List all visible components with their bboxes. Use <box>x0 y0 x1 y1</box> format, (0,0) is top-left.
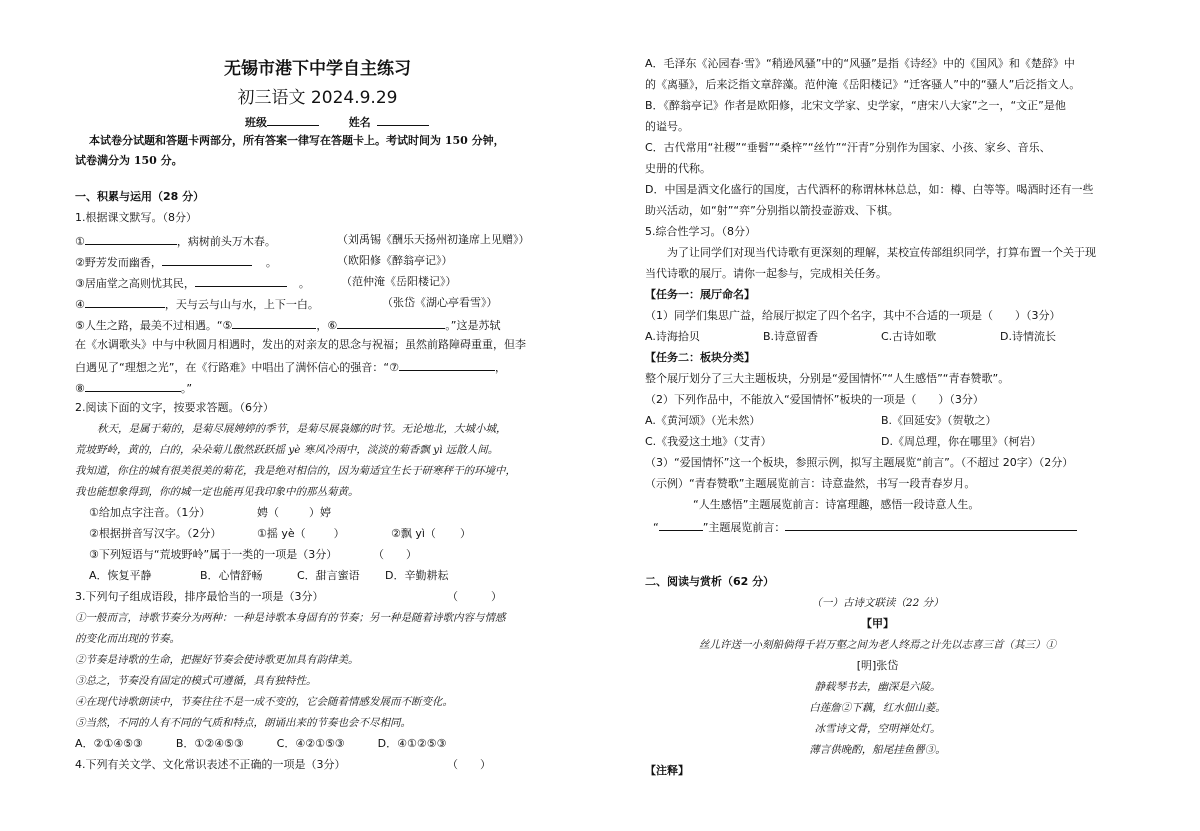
task3-theme-blank[interactable] <box>659 519 703 531</box>
q1-blank-8 <box>85 380 181 392</box>
task2-intro: 整个展厅划分了三大主题板块，分别是“爱国情怀”“人生感悟”“青春赞歌”。 <box>645 372 1010 385</box>
q2-passage-1: 秋天，是属于菊的，是菊尽展娉婷的季节，是菊尽展袅娜的时节。无论地北，大城小城， <box>97 423 507 435</box>
q1-line-3 <box>75 275 310 291</box>
task1-option-b: B.诗意留香 <box>763 330 819 343</box>
q1-l8-a: ⑧ <box>75 382 85 395</box>
q4-stem: 4.下列有关文学、文化常识表述不正确的一项是（3分） <box>75 758 346 771</box>
q3-stem: 3.下列句子组成语段，排序最恰当的一项是（3分） <box>75 590 324 603</box>
q1-stem: 1.根据课文默写。（8分） <box>75 211 197 224</box>
part2-heading: 二、阅读与赏析（62 分） <box>645 575 775 588</box>
q2-sub-2-a <box>257 527 345 541</box>
task3-fill-label: ”主题展览前言： <box>702 521 786 534</box>
q1-l8-b: 。” <box>180 382 193 395</box>
right-column <box>645 0 1110 831</box>
q4-option-a-2: 的《离骚》，后来泛指文章辞藻。范仲淹《岳阳楼记》“迁客骚人”中的“骚人”后泛指文人。 <box>645 78 1081 91</box>
q1-l1-num: ① <box>75 235 85 248</box>
task3-example-1: （示例）“青春赞歌”主题展览前言：诗意盎然，书写一段青春岁月。 <box>645 477 976 490</box>
q3-sentence-3: ③总之，节奏没有固定的模式可遵循，具有独特性。 <box>75 675 317 687</box>
q1-l4-num: ④ <box>75 298 85 311</box>
q3-sentence-4: ④在现代诗歌朗读中，节奏往往不是一成不变的，它会随着情感发展而不断变化。 <box>75 696 453 708</box>
poem-line-1: 静载琴书去，幽深是六陵。 <box>814 681 941 693</box>
name-label: 姓名 <box>348 116 371 129</box>
q2-sub-1-close: ）婷 <box>309 506 331 519</box>
task2-option-d: D.《周总理，你在哪里》（柯岩） <box>881 435 1042 448</box>
q1-line-2 <box>75 254 277 270</box>
q1-l4-text: ，天与云与山与水，上下一白。 <box>164 298 319 311</box>
task2-option-b: B.《回延安》（贺敬之） <box>881 414 997 427</box>
task1-question: （1）同学们集思广益，给展厅拟定了四个名字，其中不合适的一项是（ ）（3分） <box>645 309 1061 322</box>
q2-stem: 2.阅读下面的文字，按要求答题。（6分） <box>75 401 274 414</box>
task2-option-c: C.《我爱这土地》（艾青） <box>645 435 772 448</box>
q1-blank-2 <box>162 254 252 266</box>
q1-line-7 <box>75 359 506 375</box>
q1-l5-a: ⑤人生之路，最美不过相遇。“⑤ <box>75 319 233 332</box>
q1-l3-source: （范仲淹《岳阳楼记》） <box>341 275 457 288</box>
q1-line-6: 在《水调歌头》中与中秋圆月相遇时，发出的对亲友的思念与祝福；虽然前路障碍重重，但李 <box>75 338 526 351</box>
task3-answer-line <box>653 519 1077 535</box>
q2-option-b: B．心情舒畅 <box>200 569 263 582</box>
q1-line-4 <box>75 296 319 312</box>
class-blank <box>267 114 319 126</box>
q1-blank-3 <box>195 275 287 287</box>
q1-line-8 <box>75 380 192 396</box>
task3-preface-blank[interactable] <box>785 519 1077 531</box>
left-column <box>75 0 560 831</box>
q1-l1-text: ，病树前头万木春。 <box>176 235 276 248</box>
q3-sentence-2: ②节奏是诗歌的生命，把握好节奏会使诗歌更加具有韵律美。 <box>75 654 359 666</box>
school-title: 无锡市港下中学自主练习 <box>224 59 411 79</box>
q2-passage-4: 我也能想象得到，你的城一定也能再见我印象中的那丛菊黄。 <box>75 486 359 498</box>
q1-l5-c: 。”这是苏轼 <box>445 319 501 332</box>
task1-option-d: D.诗情流长 <box>1000 330 1056 343</box>
q1-l2-text: ②野芳发而幽香， <box>75 256 162 269</box>
q2-passage-2: 荒坡野岭，黄的，白的，朵朵菊儿傲然跃跃摇 yè 寒风冷雨中，淡淡的菊香飘 yì 远散人间。 <box>75 444 499 456</box>
q2-option-a: A．恢复平静 <box>89 569 152 582</box>
poem-line-2: 白莲詹②下藕，红水佃山菱。 <box>809 702 946 714</box>
q1-l1-source: （刘禹锡《酬乐天扬州初逢席上见赠》） <box>337 233 530 246</box>
q1-blank-5 <box>232 317 316 329</box>
poem-title: 丝儿许送一小刻船倘得千岩万壑之间为老人终焉之计先以志喜三首（其三）① <box>699 639 1056 651</box>
q4-option-d-2: 助兴活动，如“射”“弈”分别指以箭投壶游戏、下棋。 <box>645 204 899 217</box>
q1-l7-b: ， <box>494 361 506 374</box>
q4-paren: （ ） <box>447 758 491 771</box>
task3-question: （3）“爱国情怀”这一个板块，参照示例，拟写主题展览“前言”。（不超过 20字）（2分） <box>645 456 1074 469</box>
q2-option-c: C．甜言蜜语 <box>297 569 360 582</box>
class-name-line <box>245 114 429 130</box>
q2-sub-1-open: 娉（ <box>257 506 279 519</box>
q1-l5-b: ，⑥ <box>316 319 338 332</box>
q1-l2-source: （欧阳修《醉翁亭记》） <box>337 254 453 267</box>
task2-question: （2）下列作品中，不能放入“爱国情怀”板块的一项是（ ）（3分） <box>645 393 984 406</box>
task2-heading: 【任务二：板块分类】 <box>645 351 755 364</box>
q4-option-c-1: C．古代常用“社稷”“垂髫”“桑梓”“丝竹”“汗青”分别作为国家、小孩、家乡、音乐、 <box>645 141 1051 154</box>
task3-quote-open: “ <box>653 521 659 534</box>
q2-sub-2-a-close: ） <box>333 527 345 540</box>
q1-l2-end: 。 <box>265 256 277 269</box>
q1-l3-end: 。 <box>298 277 310 290</box>
task1-option-a: A.诗海拾贝 <box>645 330 700 343</box>
q5-intro-2: 当代诗歌的展厅。请你一起参与，完成相关任务。 <box>645 267 887 280</box>
notice-line-1: 本试卷分试题和答题卡两部分，所有答案一律写在答题卡上。考试时间为 150 分钟， <box>89 134 505 147</box>
q1-l4-source: （张岱《湖心亭看雪》） <box>382 296 498 309</box>
poem-line-4: 薄言供晚酌，船尾挂鱼罾③。 <box>809 744 946 756</box>
q4-option-a-1: A．毛泽东《沁园春·雪》“稍逊风骚”中的“风骚”是指《诗经》中的《国风》和《楚辞》中 <box>645 57 1075 70</box>
q5-stem: 5.综合性学习。（8分） <box>645 225 756 238</box>
q2-sub-1: ①给加点字注音。（1分） <box>89 506 211 519</box>
q3-paren: （ ） <box>447 590 502 603</box>
q1-blank-1 <box>85 233 177 245</box>
q2-sub-2-a-open: ①摇 yè（ <box>257 527 306 540</box>
task1-option-c: C.古诗如歌 <box>881 330 937 343</box>
q2-sub-2-b-close: ） <box>459 527 471 540</box>
q3-sentence-1: ①一般而言，诗歌节奏分为两种：一种是诗歌本身固有的节奏；另一种是随着诗歌内容与情感 <box>75 612 506 624</box>
poem-author: [明]张岱 <box>856 659 899 672</box>
q4-option-d-1: D．中国是酒文化盛行的国度，古代酒杯的称谓林林总总，如：樽、白等等。喝酒时还有一些 <box>645 183 1094 196</box>
q3-sentence-5: ⑤当然，不同的人有不同的气质和特点，朗诵出来的节奏也会不尽相同。 <box>75 717 411 729</box>
q4-option-b-2: 的谥号。 <box>645 120 689 133</box>
q2-sub-2: ②根据拼音写汉字。（2分） <box>89 527 222 540</box>
q1-l7-a: 白遇见了“理想之光”，在《行路难》中唱出了满怀信心的强音：“⑦ <box>75 361 399 374</box>
q1-blank-6 <box>337 317 445 329</box>
q4-option-c-2: 史册的代称。 <box>645 162 711 175</box>
class-label: 班级 <box>245 116 267 129</box>
q2-sub-1-word <box>257 506 331 520</box>
task2-option-a: A.《黄河颂》（光未然） <box>645 414 761 427</box>
poem-line-3: 冰雪诗文骨，空明禅处灯。 <box>814 723 941 735</box>
q1-blank-4 <box>85 296 165 308</box>
section1-heading: （一）古诗文联读（22 分） <box>811 597 944 609</box>
q2-sub-2-b-open: ②飘 yì（ <box>391 527 436 540</box>
q1-line-5 <box>75 317 501 333</box>
q4-option-b-1: B．《醉翁亭记》作者是欧阳修，北宋文学家、史学家，“唐宋八大家”之一，“文正”是他 <box>645 99 1066 112</box>
notice-line-2: 试卷满分为 150 分。 <box>75 154 183 167</box>
q2-option-d: D．辛勤耕耘 <box>385 569 449 582</box>
q2-sub-3-paren: （ ） <box>373 548 417 561</box>
name-blank <box>377 114 429 126</box>
q3-options: A．②①④⑤③ B．①②④⑤③ C．④②①⑤③ D．④①②⑤③ <box>75 737 447 750</box>
q2-sub-2-b <box>391 527 471 541</box>
subject-date: 初三语文 2024.9.29 <box>237 88 398 108</box>
q2-passage-3: 我知道，你住的城有很美很美的菊花，我是绝对相信的，因为菊适宜生长于研寒秤干的环境中， <box>75 465 516 477</box>
part1-heading: 一、积累与运用（28 分） <box>75 190 205 203</box>
q1-line-1 <box>75 233 276 249</box>
notes-label: 【注释】 <box>645 764 689 777</box>
q1-blank-7 <box>399 359 495 371</box>
q2-sub-3: ③下列短语与“荒坡野岭”属于一类的一项是（3分） <box>89 548 338 561</box>
task3-example-2: “人生感悟”主题展览前言：诗富理趣，感悟一段诗意人生。 <box>693 498 980 511</box>
jia-label: 【甲】 <box>861 617 894 630</box>
q1-l3-text: ③居庙堂之高则忧其民， <box>75 277 195 290</box>
q5-intro-1: 为了让同学们对现当代诗歌有更深刻的理解，某校宣传部组织同学，打算布置一个关于现 <box>667 246 1096 259</box>
q3-sentence-1b: 的变化而出现的节奏。 <box>75 633 180 645</box>
task1-heading: 【任务一：展厅命名】 <box>645 288 755 301</box>
